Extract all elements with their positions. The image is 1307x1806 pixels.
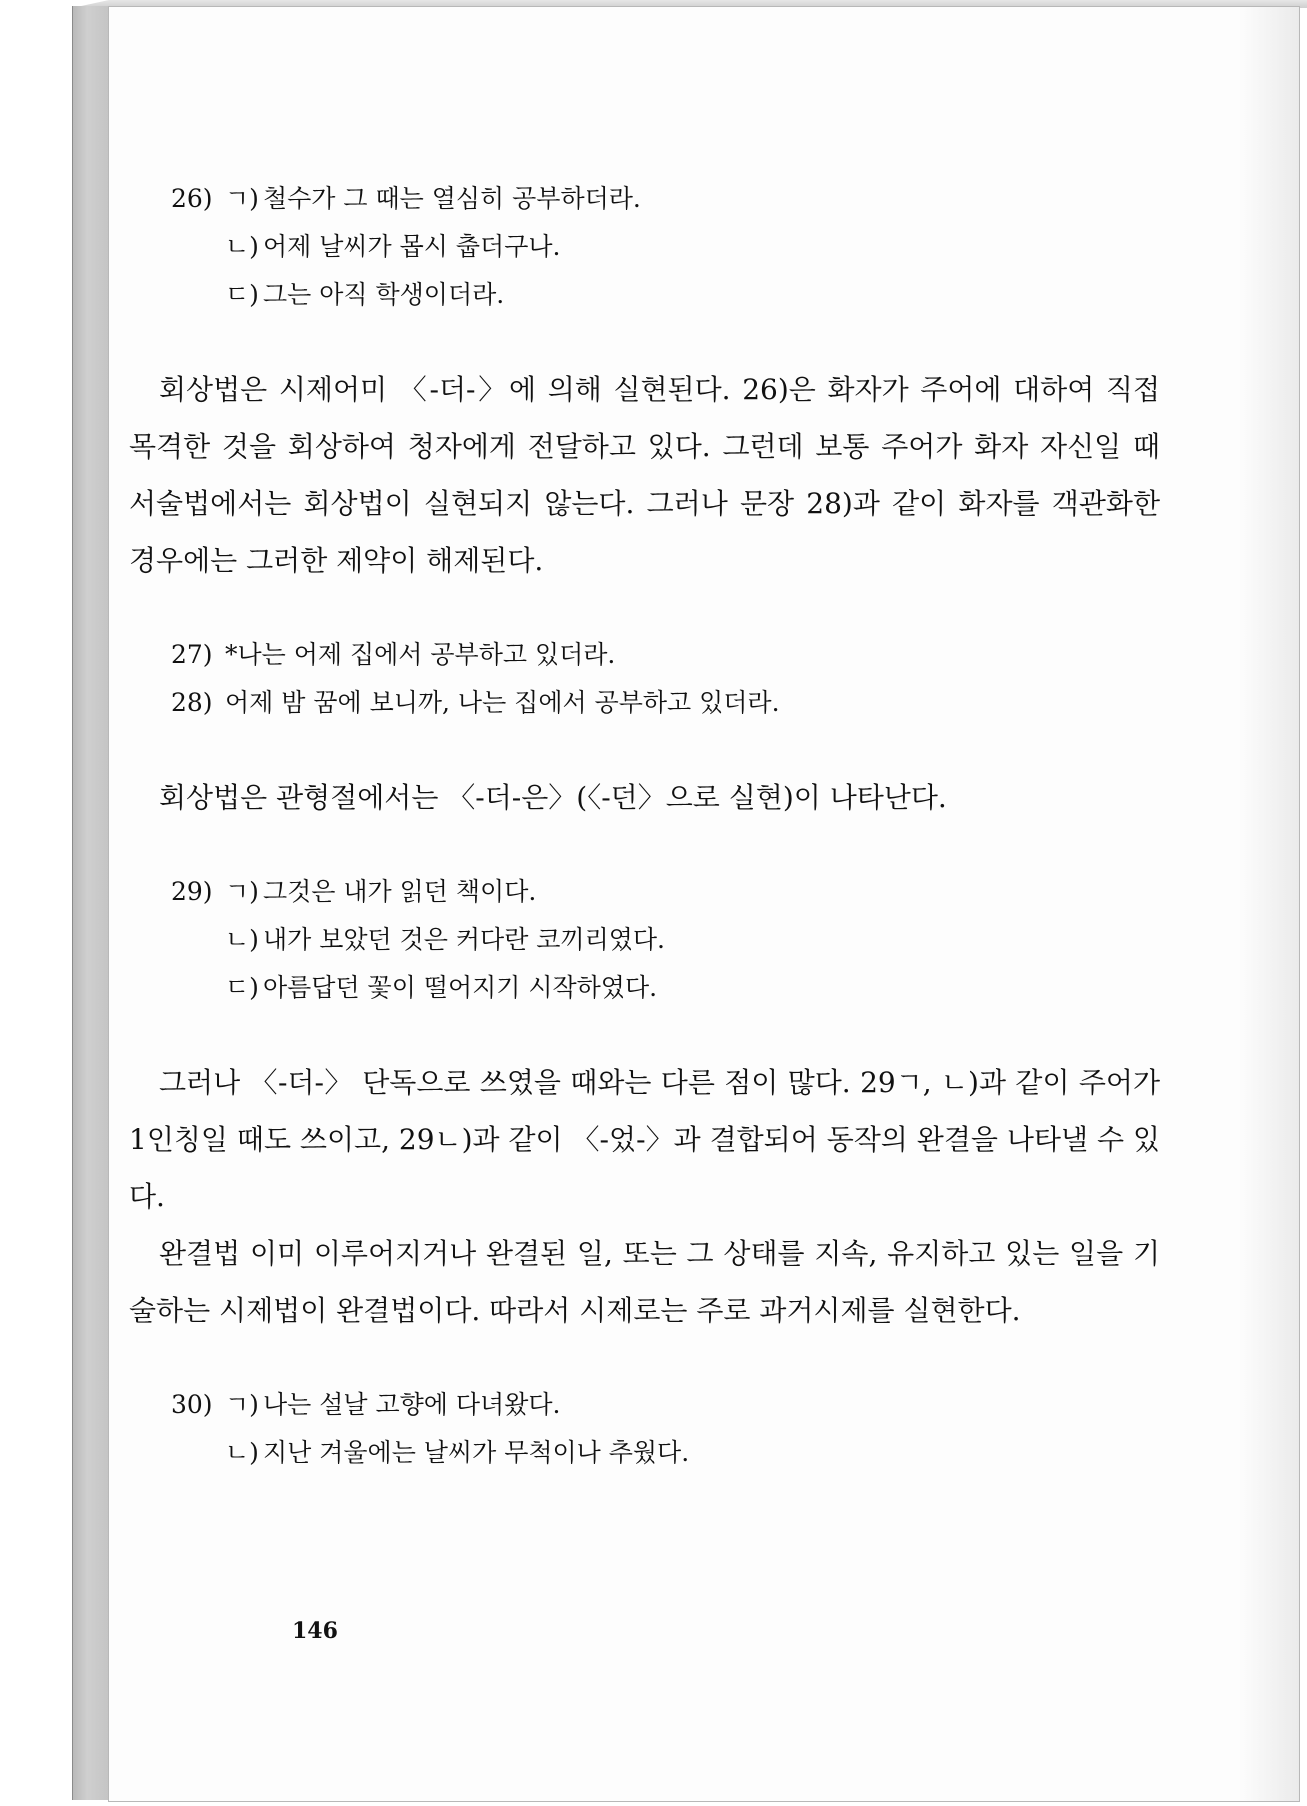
example-29	[150, 868, 1160, 1012]
example-number: 26)	[171, 184, 213, 213]
example-number: 30)	[171, 1390, 213, 1419]
example-text: 그는 아직 학생이더라.	[263, 280, 505, 309]
page-content	[129, 175, 1160, 1477]
example-number: 28)	[171, 688, 213, 717]
example-text: 지난 겨울에는 날씨가 무척이나 추웠다.	[263, 1438, 690, 1467]
example-text: 내가 보았던 것은 커다란 코끼리였다.	[263, 925, 665, 954]
example-line	[150, 1429, 1160, 1477]
example-line	[150, 631, 1160, 679]
example-line	[150, 175, 1160, 223]
page-number: 146	[292, 1618, 338, 1644]
paragraph-4: 완결법 이미 이루어지거나 완결된 일, 또는 그 상태를 지속, 유지하고 있는 일을 기술하는 시제법이 완결법이다. 따라서 시제로는 주로 과거시제를 실현한다.	[129, 1237, 1160, 1327]
example-mark: ㄴ)	[225, 925, 259, 954]
example-mark: ㄱ)	[225, 184, 259, 213]
example-mark: ㄷ)	[225, 973, 259, 1002]
example-line	[150, 271, 1160, 319]
example-line	[150, 223, 1160, 271]
example-26	[150, 175, 1160, 319]
example-text: 어제 밤 꿈에 보니까, 나는 집에서 공부하고 있더라.	[225, 688, 780, 717]
book-spine	[72, 6, 110, 1800]
example-mark: ㄷ)	[225, 280, 259, 309]
example-text: 나는 설날 고향에 다녀왔다.	[263, 1390, 561, 1419]
paragraph-3: 그러나 〈-더-〉 단독으로 쓰였을 때와는 다른 점이 많다. 29ㄱ, ㄴ)과 같이 주어가 1인칭일 때도 쓰이고, 29ㄴ)과 같이 〈-었-〉과 결합되어 동작의 완결을 나타낼 수 있다.	[129, 1066, 1160, 1213]
example-line	[150, 916, 1160, 964]
example-line	[150, 868, 1160, 916]
example-mark: ㄴ)	[225, 1438, 259, 1467]
page-shade	[1239, 7, 1299, 1801]
example-27-28	[150, 631, 1160, 727]
example-mark: ㄱ)	[225, 877, 259, 906]
example-mark: ㄱ)	[225, 1390, 259, 1419]
paragraph-1: 회상법은 시제어미 〈-더-〉에 의해 실현된다. 26)은 화자가 주어에 대하여 직접 목격한 것을 회상하여 청자에게 전달하고 있다. 그런데 보통 주어가 화자 자신일 때 서술법에서는 회상법이 실현되지 않는다. 그러나 문장 28)과 같이 화자를 객관화한 경우에는 그러한 제약이 해제된다.	[129, 373, 1160, 577]
example-30	[150, 1381, 1160, 1477]
example-line	[150, 1381, 1160, 1429]
example-text: 아름답던 꽃이 떨어지기 시작하였다.	[263, 973, 658, 1002]
example-text: 철수가 그 때는 열심히 공부하더라.	[263, 184, 641, 213]
example-line	[150, 964, 1160, 1012]
example-line	[150, 679, 1160, 727]
paragraph-2: 회상법은 관형절에서는 〈-더-은〉(〈-던〉으로 실현)이 나타난다.	[159, 781, 947, 814]
example-number: 27)	[171, 640, 213, 669]
example-number: 29)	[171, 877, 213, 906]
example-text: 어제 날씨가 몹시 춥더구나.	[263, 232, 561, 261]
example-text: *나는 어제 집에서 공부하고 있더라.	[225, 640, 616, 669]
example-mark: ㄴ)	[225, 232, 259, 261]
example-text: 그것은 내가 읽던 책이다.	[263, 877, 537, 906]
